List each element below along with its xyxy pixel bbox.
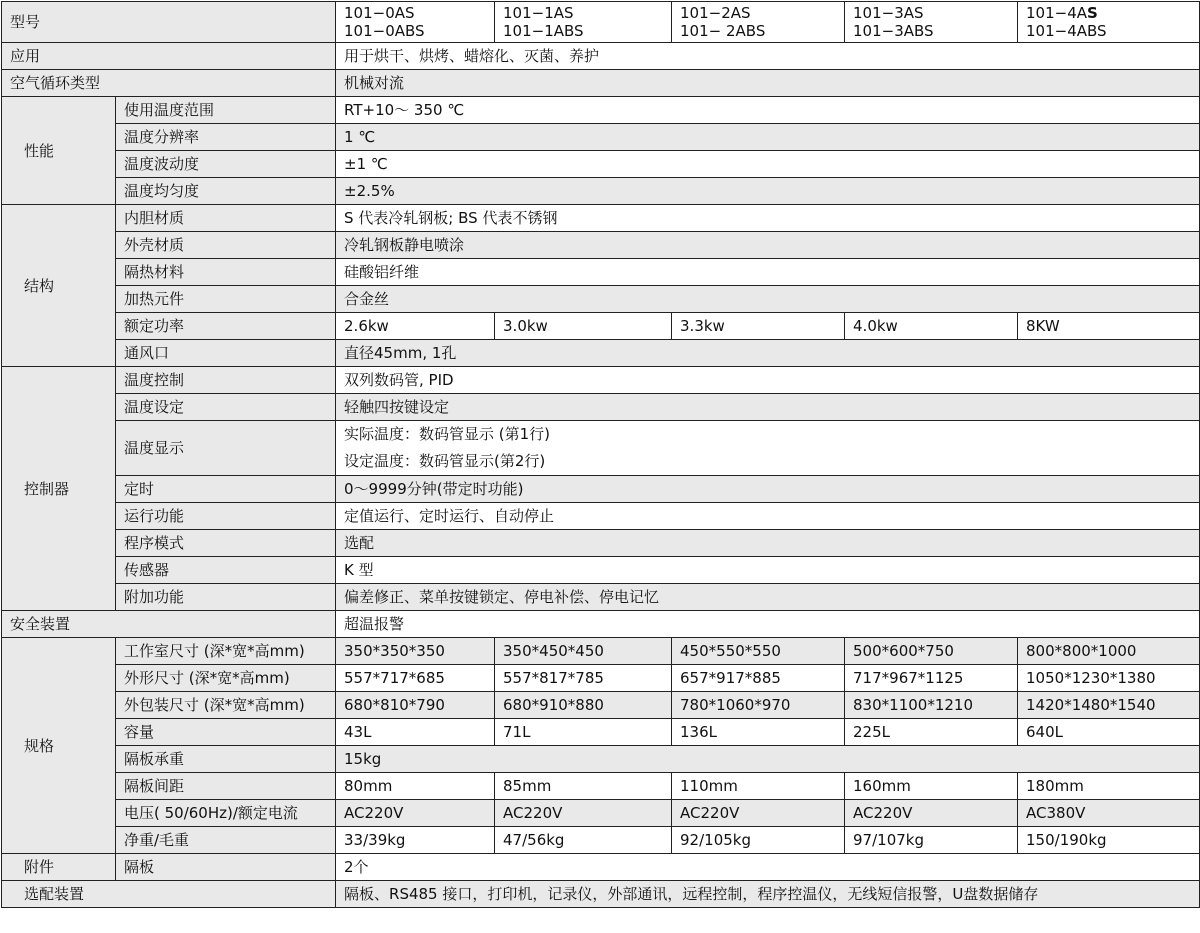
specs-row	[2, 719, 1200, 746]
row-label: 温度显示	[116, 421, 336, 476]
spec-cell: 136L	[672, 719, 845, 746]
row-value: S 代表冷轧钢板; BS 代表不锈钢	[336, 205, 1200, 232]
row-label: 外壳材质	[116, 232, 336, 259]
application-row	[2, 43, 1200, 70]
accessories-row	[2, 854, 1200, 881]
spec-cell: 33/39kg	[336, 827, 495, 854]
performance-row	[2, 97, 1200, 124]
spec-cell: 1420*1480*1540	[1018, 692, 1200, 719]
row-label: 温度分辨率	[116, 124, 336, 151]
row-value: 超温报警	[336, 611, 1200, 638]
specs-row	[2, 692, 1200, 719]
power-cell: 4.0kw	[845, 313, 1018, 340]
spec-cell: 350*350*350	[336, 638, 495, 665]
model-cell: 101−1AS 101−1ABS	[495, 2, 672, 43]
row-label: 工作室尺寸 (深*宽*高mm)	[116, 638, 336, 665]
row-value: RT+10～ 350 ℃	[336, 97, 1200, 124]
row-label: 使用温度范围	[116, 97, 336, 124]
spec-cell: 800*800*1000	[1018, 638, 1200, 665]
controller-row	[2, 367, 1200, 394]
spec-cell: 640L	[1018, 719, 1200, 746]
row-label: 附加功能	[116, 584, 336, 611]
row-value: 0～9999分钟(带定时功能)	[336, 476, 1200, 503]
spec-cell: 180mm	[1018, 773, 1200, 800]
safety-row	[2, 611, 1200, 638]
power-cell: 8KW	[1018, 313, 1200, 340]
row-value: 双列数码管, PID	[336, 367, 1200, 394]
row-label: 内胆材质	[116, 205, 336, 232]
row-label: 额定功率	[116, 313, 336, 340]
row-value: ±2.5%	[336, 178, 1200, 205]
row-value: K 型	[336, 557, 1200, 584]
spec-cell: 160mm	[845, 773, 1018, 800]
spec-cell: 450*550*550	[672, 638, 845, 665]
specs-row	[2, 800, 1200, 827]
spec-cell: 92/105kg	[672, 827, 845, 854]
options-row	[2, 881, 1200, 908]
spec-cell: 225L	[845, 719, 1018, 746]
row-value: 机械对流	[336, 70, 1200, 97]
row-value: 选配	[336, 530, 1200, 557]
specs-row	[2, 773, 1200, 800]
spec-cell: 97/107kg	[845, 827, 1018, 854]
power-cell: 3.3kw	[672, 313, 845, 340]
row-label: 外包装尺寸 (深*宽*高mm)	[116, 692, 336, 719]
structure-row	[2, 205, 1200, 232]
structure-row	[2, 232, 1200, 259]
row-label: 温度均匀度	[116, 178, 336, 205]
power-cell: 2.6kw	[336, 313, 495, 340]
air-circulation-row	[2, 70, 1200, 97]
row-label: 传感器	[116, 557, 336, 584]
section-label: 附件	[2, 854, 116, 881]
row-value: 合金丝	[336, 286, 1200, 313]
performance-row	[2, 124, 1200, 151]
row-value: 冷轧钢板静电喷涂	[336, 232, 1200, 259]
spec-cell: 680*910*880	[495, 692, 672, 719]
row-value: 实际温度：数码管显示 (第1行) 设定温度：数码管显示(第2行)	[336, 421, 1200, 476]
spec-cell: 71L	[495, 719, 672, 746]
spec-cell: 717*967*1125	[845, 665, 1018, 692]
section-label: 性能	[2, 97, 116, 205]
power-cell: 3.0kw	[495, 313, 672, 340]
row-value: ±1 ℃	[336, 151, 1200, 178]
controller-row	[2, 503, 1200, 530]
spec-cell: 680*810*790	[336, 692, 495, 719]
spec-cell: 657*917*885	[672, 665, 845, 692]
spec-cell: 80mm	[336, 773, 495, 800]
row-label: 空气循环类型	[2, 70, 336, 97]
performance-row	[2, 178, 1200, 205]
row-label: 外形尺寸 (深*宽*高mm)	[116, 665, 336, 692]
spec-cell: 830*1100*1210	[845, 692, 1018, 719]
spec-cell: 780*1060*970	[672, 692, 845, 719]
row-label: 通风口	[116, 340, 336, 367]
spec-table	[1, 1, 1200, 908]
structure-row	[2, 286, 1200, 313]
model-cell: 101−2AS 101− 2ABS	[672, 2, 845, 43]
row-label: 应用	[2, 43, 336, 70]
row-value: 轻触四按键设定	[336, 394, 1200, 421]
spec-cell: 1050*1230*1380	[1018, 665, 1200, 692]
section-label: 结构	[2, 205, 116, 367]
controller-row	[2, 557, 1200, 584]
row-value: 用于烘干、烘烤、蜡熔化、灭菌、养护	[336, 43, 1200, 70]
row-value: 直径45mm, 1孔	[336, 340, 1200, 367]
row-label: 程序模式	[116, 530, 336, 557]
controller-row	[2, 476, 1200, 503]
row-label: 加热元件	[116, 286, 336, 313]
spec-cell: AC220V	[336, 800, 495, 827]
row-label: 运行功能	[116, 503, 336, 530]
row-label: 净重/毛重	[116, 827, 336, 854]
row-value: 2个	[336, 854, 1200, 881]
row-label: 容量	[116, 719, 336, 746]
model-cell: 101−3AS 101−3ABS	[845, 2, 1018, 43]
header-row	[2, 2, 1200, 43]
spec-cell: 110mm	[672, 773, 845, 800]
row-label: 隔板	[116, 854, 336, 881]
vent-row	[2, 340, 1200, 367]
controller-row	[2, 584, 1200, 611]
structure-row	[2, 259, 1200, 286]
row-value: 15kg	[336, 746, 1200, 773]
spec-cell: 500*600*750	[845, 638, 1018, 665]
spec-cell: 557*817*785	[495, 665, 672, 692]
spec-cell: AC220V	[845, 800, 1018, 827]
row-label: 隔热材料	[116, 259, 336, 286]
row-label: 选配装置	[2, 881, 336, 908]
row-label: 安全装置	[2, 611, 336, 638]
specs-row	[2, 665, 1200, 692]
row-label: 电压( 50/60Hz)/额定电流	[116, 800, 336, 827]
spec-cell: 85mm	[495, 773, 672, 800]
section-label: 规格	[2, 638, 116, 854]
model-cell: 101−0AS 101−0ABS	[336, 2, 495, 43]
row-value: 偏差修正、菜单按键锁定、停电补偿、停电记忆	[336, 584, 1200, 611]
specs-row	[2, 746, 1200, 773]
section-label: 控制器	[2, 367, 116, 611]
row-value: 硅酸铝纤维	[336, 259, 1200, 286]
controller-row	[2, 530, 1200, 557]
specs-row	[2, 638, 1200, 665]
header-label: 型号	[2, 2, 336, 43]
spec-cell: AC220V	[495, 800, 672, 827]
controller-row	[2, 421, 1200, 476]
spec-cell: 43L	[336, 719, 495, 746]
spec-cell: 47/56kg	[495, 827, 672, 854]
performance-row	[2, 151, 1200, 178]
row-label: 定时	[116, 476, 336, 503]
specs-row	[2, 827, 1200, 854]
spec-cell: AC380V	[1018, 800, 1200, 827]
row-label: 温度设定	[116, 394, 336, 421]
row-value: 1 ℃	[336, 124, 1200, 151]
row-label: 温度控制	[116, 367, 336, 394]
spec-cell: 150/190kg	[1018, 827, 1200, 854]
row-label: 隔板间距	[116, 773, 336, 800]
spec-cell: AC220V	[672, 800, 845, 827]
model-cell: 101−4AS 101−4ABS	[1018, 2, 1200, 43]
row-value: 定值运行、定时运行、自动停止	[336, 503, 1200, 530]
controller-row	[2, 394, 1200, 421]
spec-cell: 557*717*685	[336, 665, 495, 692]
row-value: 隔板、RS485 接口，打印机，记录仪，外部通讯，远程控制，程序控温仪，无线短信报警，U盘数据储存	[336, 881, 1200, 908]
spec-cell: 350*450*450	[495, 638, 672, 665]
row-label: 温度波动度	[116, 151, 336, 178]
power-row	[2, 313, 1200, 340]
row-label: 隔板承重	[116, 746, 336, 773]
